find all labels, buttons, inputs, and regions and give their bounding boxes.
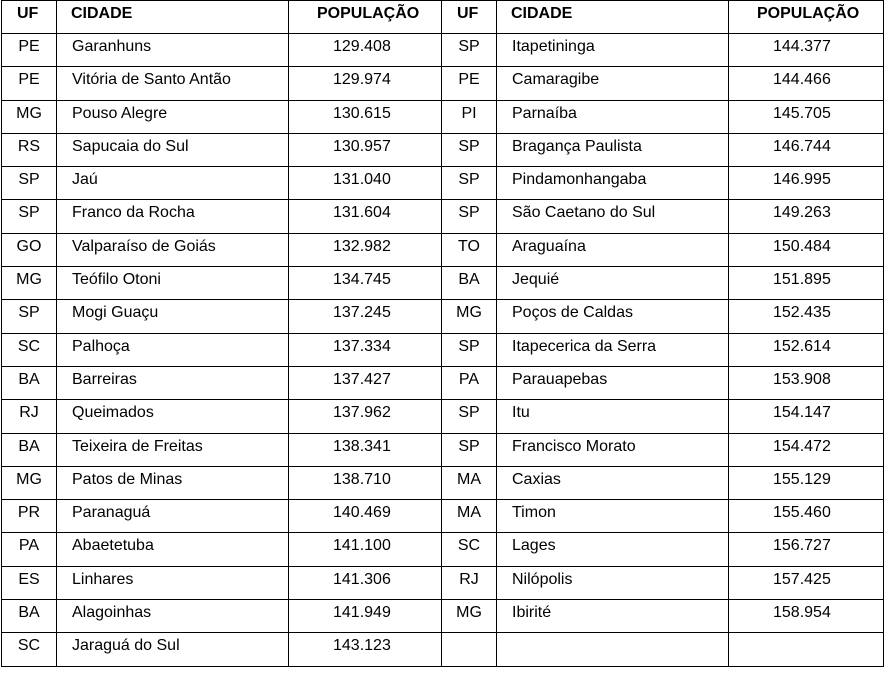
cell-uf-left: PE xyxy=(2,34,57,67)
cell-city-left: Valparaíso de Goiás xyxy=(57,233,289,266)
cell-city-right: Parnaíba xyxy=(497,100,729,133)
cell-population-right: 150.484 xyxy=(729,233,884,266)
cell-population-left: 140.469 xyxy=(289,500,442,533)
cell-uf-left: GO xyxy=(2,233,57,266)
cell-city-left: Pouso Alegre xyxy=(57,100,289,133)
cell-uf-right: SP xyxy=(442,200,497,233)
cell-population-right: 155.460 xyxy=(729,500,884,533)
cell-population-right: 158.954 xyxy=(729,600,884,633)
cell-uf-left: BA xyxy=(2,600,57,633)
cell-city-right: Camaragibe xyxy=(497,67,729,100)
cell-city-left: Alagoinhas xyxy=(57,600,289,633)
cell-city-left: Sapucaia do Sul xyxy=(57,133,289,166)
cell-uf-right: MA xyxy=(442,466,497,499)
table-row xyxy=(2,366,884,399)
table-body xyxy=(2,34,884,667)
header-population-right: POPULAÇÃO xyxy=(729,1,884,34)
cell-population-left: 143.123 xyxy=(289,633,442,666)
table-row xyxy=(2,633,884,666)
cell-population-right: 149.263 xyxy=(729,200,884,233)
table-row xyxy=(2,433,884,466)
cell-city-left: Jaú xyxy=(57,167,289,200)
cell-uf-right: MG xyxy=(442,300,497,333)
cell-city-left: Palhoça xyxy=(57,333,289,366)
cell-uf-left: PE xyxy=(2,67,57,100)
cell-population-left: 137.245 xyxy=(289,300,442,333)
population-table xyxy=(1,0,884,667)
cell-uf-right: PI xyxy=(442,100,497,133)
cell-city-right: Ibirité xyxy=(497,600,729,633)
cell-city-left: Abaetetuba xyxy=(57,533,289,566)
cell-population-right: 146.995 xyxy=(729,167,884,200)
cell-uf-right: TO xyxy=(442,233,497,266)
cell-uf-left: ES xyxy=(2,566,57,599)
cell-population-right: 144.466 xyxy=(729,67,884,100)
table-row xyxy=(2,400,884,433)
header-uf-left: UF xyxy=(2,1,57,34)
cell-uf-right: MA xyxy=(442,500,497,533)
cell-city-right: Caxias xyxy=(497,466,729,499)
cell-population-left: 131.604 xyxy=(289,200,442,233)
cell-population-left: 129.974 xyxy=(289,67,442,100)
cell-population-right: 144.377 xyxy=(729,34,884,67)
cell-uf-right: SC xyxy=(442,533,497,566)
cell-city-right: Lages xyxy=(497,533,729,566)
cell-uf-right: MG xyxy=(442,600,497,633)
cell-uf-left: SP xyxy=(2,167,57,200)
cell-population-left: 137.962 xyxy=(289,400,442,433)
cell-city-left: Barreiras xyxy=(57,366,289,399)
cell-uf-left: BA xyxy=(2,366,57,399)
cell-population-left: 141.100 xyxy=(289,533,442,566)
cell-city-right: Timon xyxy=(497,500,729,533)
cell-uf-left: RS xyxy=(2,133,57,166)
cell-population-right: 151.895 xyxy=(729,267,884,300)
cell-uf-left: PR xyxy=(2,500,57,533)
cell-population-left: 138.341 xyxy=(289,433,442,466)
cell-city-left: Teixeira de Freitas xyxy=(57,433,289,466)
cell-population-right: 154.147 xyxy=(729,400,884,433)
cell-uf-right: SP xyxy=(442,400,497,433)
cell-uf-left: SC xyxy=(2,333,57,366)
cell-city-right: Itapecerica da Serra xyxy=(497,333,729,366)
cell-city-left: Patos de Minas xyxy=(57,466,289,499)
cell-city-right: Itu xyxy=(497,400,729,433)
cell-uf-right: RJ xyxy=(442,566,497,599)
cell-city-left: Linhares xyxy=(57,566,289,599)
cell-population-left: 141.949 xyxy=(289,600,442,633)
cell-population-right: 154.472 xyxy=(729,433,884,466)
cell-population-right: 153.908 xyxy=(729,366,884,399)
table-row xyxy=(2,566,884,599)
table-row xyxy=(2,533,884,566)
table-header-row xyxy=(2,1,884,34)
cell-population-left: 129.408 xyxy=(289,34,442,67)
cell-uf-left: MG xyxy=(2,267,57,300)
cell-population-left: 137.334 xyxy=(289,333,442,366)
cell-city-left: Mogi Guaçu xyxy=(57,300,289,333)
header-uf-right: UF xyxy=(442,1,497,34)
cell-population-right: 155.129 xyxy=(729,466,884,499)
cell-city-left: Teófilo Otoni xyxy=(57,267,289,300)
cell-population-right: 156.727 xyxy=(729,533,884,566)
cell-uf-left: SP xyxy=(2,200,57,233)
cell-uf-left: SP xyxy=(2,300,57,333)
cell-uf-right: SP xyxy=(442,333,497,366)
cell-uf-right xyxy=(442,633,497,666)
table-row xyxy=(2,300,884,333)
cell-population-right: 152.435 xyxy=(729,300,884,333)
table-row xyxy=(2,500,884,533)
cell-population-right: 145.705 xyxy=(729,100,884,133)
cell-uf-right: SP xyxy=(442,167,497,200)
cell-population-left: 138.710 xyxy=(289,466,442,499)
cell-city-right: Parauapebas xyxy=(497,366,729,399)
header-city-left: CIDADE xyxy=(57,1,289,34)
table-row xyxy=(2,100,884,133)
cell-city-right: São Caetano do Sul xyxy=(497,200,729,233)
cell-uf-left: PA xyxy=(2,533,57,566)
cell-city-right: Araguaína xyxy=(497,233,729,266)
cell-city-right: Francisco Morato xyxy=(497,433,729,466)
table-row xyxy=(2,600,884,633)
cell-uf-right: BA xyxy=(442,267,497,300)
cell-city-right: Poços de Caldas xyxy=(497,300,729,333)
cell-uf-left: BA xyxy=(2,433,57,466)
cell-population-left: 130.615 xyxy=(289,100,442,133)
cell-population-right: 157.425 xyxy=(729,566,884,599)
cell-population-left: 134.745 xyxy=(289,267,442,300)
cell-uf-right: PA xyxy=(442,366,497,399)
cell-city-left: Garanhuns xyxy=(57,34,289,67)
cell-city-right: Bragança Paulista xyxy=(497,133,729,166)
cell-uf-left: RJ xyxy=(2,400,57,433)
table-row xyxy=(2,267,884,300)
cell-city-right xyxy=(497,633,729,666)
cell-uf-right: SP xyxy=(442,133,497,166)
cell-uf-left: SC xyxy=(2,633,57,666)
cell-city-left: Paranaguá xyxy=(57,500,289,533)
table-row xyxy=(2,167,884,200)
cell-city-right: Pindamonhangaba xyxy=(497,167,729,200)
cell-population-right: 152.614 xyxy=(729,333,884,366)
table-row xyxy=(2,34,884,67)
table-row xyxy=(2,233,884,266)
cell-city-right: Nilópolis xyxy=(497,566,729,599)
table-row xyxy=(2,200,884,233)
table-row xyxy=(2,133,884,166)
header-population-left: POPULAÇÃO xyxy=(289,1,442,34)
cell-uf-left: MG xyxy=(2,466,57,499)
cell-population-left: 131.040 xyxy=(289,167,442,200)
cell-population-left: 132.982 xyxy=(289,233,442,266)
header-city-right: CIDADE xyxy=(497,1,729,34)
cell-population-right xyxy=(729,633,884,666)
cell-city-left: Queimados xyxy=(57,400,289,433)
cell-population-left: 137.427 xyxy=(289,366,442,399)
table-row xyxy=(2,333,884,366)
cell-uf-left: MG xyxy=(2,100,57,133)
cell-city-right: Itapetininga xyxy=(497,34,729,67)
cell-city-left: Jaraguá do Sul xyxy=(57,633,289,666)
cell-population-left: 130.957 xyxy=(289,133,442,166)
cell-population-left: 141.306 xyxy=(289,566,442,599)
cell-uf-right: SP xyxy=(442,433,497,466)
cell-city-right: Jequié xyxy=(497,267,729,300)
table-row xyxy=(2,67,884,100)
cell-uf-right: PE xyxy=(442,67,497,100)
cell-population-right: 146.744 xyxy=(729,133,884,166)
table-row xyxy=(2,466,884,499)
cell-city-left: Franco da Rocha xyxy=(57,200,289,233)
cell-uf-right: SP xyxy=(442,34,497,67)
cell-city-left: Vitória de Santo Antão xyxy=(57,67,289,100)
